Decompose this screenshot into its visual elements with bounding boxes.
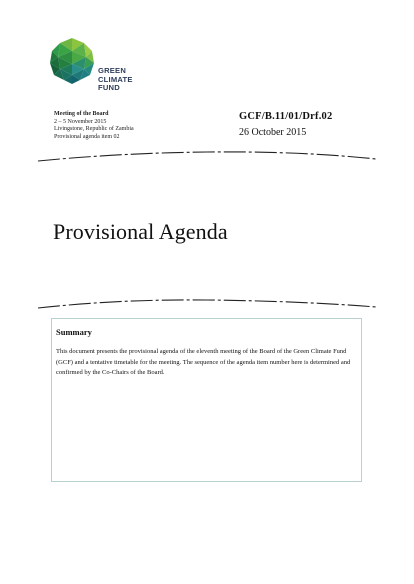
meeting-dates: 2 – 5 November 2015 xyxy=(54,118,107,125)
page-title: Provisional Agenda xyxy=(53,219,228,244)
gcf-logo xyxy=(48,37,148,97)
wave-divider-bottom xyxy=(0,296,414,316)
document-reference xyxy=(239,111,332,138)
meeting-agenda-item: Provisional agenda item 02 xyxy=(54,133,120,140)
meeting-location: Livingstone, Republic of Zambia xyxy=(54,126,134,133)
logo-line: GREEN xyxy=(98,66,127,75)
meeting-info xyxy=(54,111,134,141)
summary-heading: Summary xyxy=(56,327,92,337)
document-date: 26 October 2015 xyxy=(239,127,307,138)
logo-wordmark xyxy=(98,67,133,93)
globe-icon xyxy=(48,37,96,85)
summary-body: This document presents the provisional agenda of the eleventh meeting of the Board of the Green Climate Fund (GCF) and a tentative timetable for the meeting. The sequence of the agenda item number here is determined and confirmed by the Co-Chairs of the Board. xyxy=(56,348,351,376)
logo-line: FUND xyxy=(98,83,120,93)
logo-line: CLIMATE xyxy=(98,74,133,84)
wave-divider-top xyxy=(0,147,414,167)
summary-box xyxy=(51,318,362,482)
document-id: GCF/B.11/01/Drf.02 xyxy=(239,111,333,122)
meeting-title: Meeting of the Board xyxy=(54,111,109,117)
